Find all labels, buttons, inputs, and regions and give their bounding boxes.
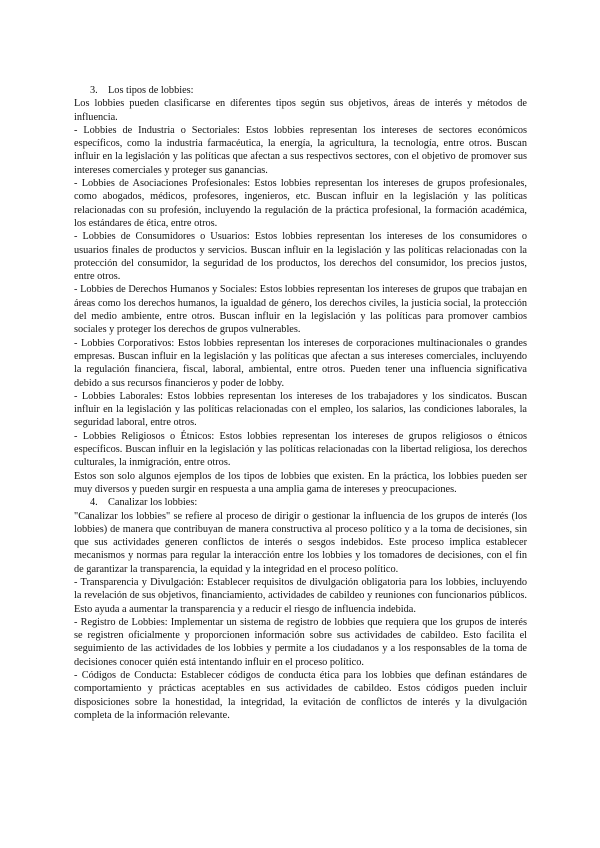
section-4-intro: "Canalizar los lobbies" se refiere al proceso de dirigir o gestionar la influencia de los grupos de interés (los lobbies) de manera que contribuyan de manera constructiva al proceso político y a la toma de decisiones, sin que sus actividades generen conflictos de interés o sesgos indebidos. Este proceso implica establecer mecanismos y normas para regular la interacción entre los lobbies y los tomadores de decisiones, con el fin de garantizar la transparencia, la equidad y la integridad en el proceso político. xyxy=(74,510,527,575)
lobby-type-religiosos: - Lobbies Religiosos o Étnicos: Estos lobbies representan los intereses de grupos religiosos o étnicos específicos. Buscan influir en la legislación y las políticas relacionadas con la libertad religiosa, los derechos culturales, la inmigración, entre otros. xyxy=(74,430,527,469)
lobby-type-asociaciones: - Lobbies de Asociaciones Profesionales: Estos lobbies representan los intereses de grupos profesionales, como abogados, médicos, profesores, ingenieros, etc. Buscan influir en la legislación y las políticas relacionadas con su profesión, incluyendo la regulación de la práctica profesional, la formación académica, los estándares de ética, entre otros. xyxy=(74,178,527,229)
section-3-closing: Estos son solo algunos ejemplos de los tipos de lobbies que existen. En la práctica, los lobbies pueden ser muy diversos y pueden surgir en respuesta a una amplia gama de intereses y preocupaciones. xyxy=(74,470,527,495)
lobby-type-consumidores: - Lobbies de Consumidores o Usuarios: Estos lobbies representan los intereses de los consumidores o usuarios finales de productos y servicios. Buscan influir en la legislación y las políticas relacionadas con la protección del consumidor, la seguridad de los productos, los derechos del consumidor, los precios justos, entre otros. xyxy=(74,231,527,283)
section-3-number: 3. xyxy=(90,85,98,96)
lobby-type-industria: - Lobbies de Industria o Sectoriales: Estos lobbies representan los intereses de sectores económicos específicos, como la industria farmacéutica, la energía, la agricultura, la tecnología, entre otros. Buscan influir en la legislación y las políticas que afectan a sus respectivos sectores, con el objetivo de promover sus intereses comerciales y proteger sus ganancias. xyxy=(74,124,527,176)
section-3-intro: Los lobbies pueden clasificarse en diferentes tipos según sus objetivos, áreas de interés y métodos de influencia. xyxy=(74,98,527,123)
lobby-type-corporativos: - Lobbies Corporativos: Estos lobbies representan los intereses de corporaciones multinacionales o grandes empresas. Buscan influir en la legislación y las políticas que afectan a sus intereses comerciales, incluyendo la regulación financiera, fiscal, laboral, ambiental, entre otros. Pueden tener una influencia significativa debido a sus recursos financieros y poder de lobby. xyxy=(74,337,527,389)
section-3-title: Los tipos de lobbies: xyxy=(108,85,194,96)
section-4-heading xyxy=(74,496,527,509)
document-page xyxy=(74,84,527,722)
section-4-title: Canalizar los lobbies: xyxy=(108,497,198,509)
mechanism-transparencia: - Transparencia y Divulgación: Establecer requisitos de divulgación obligatoria para los lobbies, incluyendo la revelación de sus objetivos, financiamiento, actividades de cabildeo y reuniones con funcionarios públicos. Esto ayuda a aumentar la transparencia y a reducir el riesgo de influencia indebida. xyxy=(74,576,527,615)
lobby-type-laborales: - Lobbies Laborales: Estos lobbies representan los intereses de los trabajadores y los sindicatos. Buscan influir en la legislación y las políticas relacionadas con el empleo, los salarios, las condiciones laborales, la seguridad laboral, entre otros. xyxy=(74,390,527,429)
mechanism-registro: - Registro de Lobbies: Implementar un sistema de registro de lobbies que requiera que los grupos de interés se registren oficialmente y proporcionen información sobre sus actividades de cabildeo. Esto facilita el seguimiento de las actividades de los lobbies y permite a los ciudadanos y a los responsables de la toma de decisiones conocer quién está intentando influir en el proceso político. xyxy=(74,616,527,668)
lobby-type-derechos-humanos: - Lobbies de Derechos Humanos y Sociales: Estos lobbies representan los intereses de grupos que trabajan en áreas como los derechos humanos, la igualdad de género, los derechos civiles, la justicia social, la protección del medio ambiente, entre otros. Buscan influir en la legislación y las políticas para promover cambios sociales y proteger los derechos de grupos vulnerables. xyxy=(74,284,527,336)
section-4-number: 4. xyxy=(90,497,98,509)
mechanism-codigos: - Códigos de Conducta: Establecer códigos de conducta ética para los lobbies que definan estándares de comportamiento y prácticas aceptables en sus actividades de cabildeo. Estos códigos pueden incluir disposiciones sobre la honestidad, la integridad, la evitación de conflictos de interés y la divulgación completa de la información relevante. xyxy=(74,670,527,721)
section-3-heading xyxy=(74,84,527,97)
